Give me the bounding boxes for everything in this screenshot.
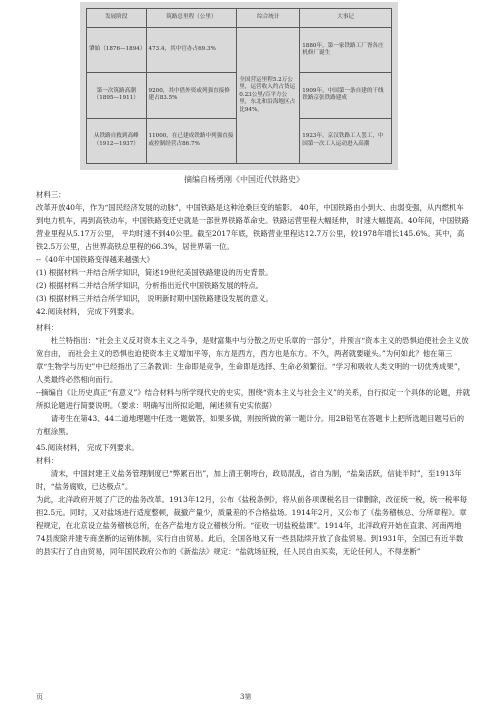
railway-history-table — [86, 8, 392, 164]
question-heading: 42.阅读材料， 完成下列要求。 — [36, 307, 139, 316]
table-cell: 11000，在已建成铁路中列强直接或控制经营占86.7% — [146, 118, 237, 163]
footer-left: 页 — [36, 693, 43, 701]
paragraph: 改革开放40年，作为“国民经济发展的动脉”，中国铁路是这种沧桑巨变的缩影。 40年，中国铁路由小到大、由弱变强，从内燃机车到电力机车，再到高铁动车，中国铁路变迁史就是一部世界铁路革命史。铁路运营里程大幅延伸， 时速大幅提高。40年间，中国铁路营业里程从5.17万公里， 平均时速不到40公里。截至2017年底，铁路营业里程达12.7万公里，较1978年增长145.6%。其中，高铁2.5万公里，占世界高铁总里程的66.3%，居世界第一位。 — [36, 203, 470, 251]
table-cell: 1909年，中国第一条自建的干线铁路京张铁路建成 — [300, 73, 392, 118]
paragraph: --摘编自《让历史真正“有意义”》结合材料与所学现代史的史实，围绕“资本主义与社会主义”的关系，自行拟定一个具体的论题，并就所拟论题进行简要说明。（要求：明确写出所拟论题，阐述须有史实依据） — [36, 388, 470, 410]
paragraph: 杜兰特指出：“社会主义反对资本主义之斗争，是财富集中与分散之历史乐章的一部分”，并预言“资本主义的恐惧迫使社会主义放宽自由， 而社会主义的恐惧也迫使资本主义增加平等，东方是西方，西方也是东方。不久，两者就要碰头。”为何如此？他在第三章“生物学与历史”中已经指出了三条教训：生命即是竞争，生命即是选择、生命必须繁衍。“学习和吸收人类文明的一切优秀成果”，人类最终必然相向而行。 — [36, 336, 469, 384]
table-cell: 1880年，第一家铁路工厂胥各庄机修厂诞生 — [300, 28, 392, 73]
table-cell: 全国营运里程5.2万公里，运营收入约占货运0.23公里/百平方公里，东北和沿海地区占比94%。 — [237, 28, 300, 164]
table-cell: 9200，其中借外资或列强直接修建占83.5% — [146, 73, 237, 118]
material-label: 材料三： — [36, 190, 66, 199]
question-item: (1) 根据材料一并结合所学知识，简述19世纪美国铁路建设的历史背景。 — [36, 268, 273, 277]
material-label: 材料： — [36, 323, 59, 332]
document-body — [36, 188, 470, 558]
source-line: --《40年中国铁路变得越来越强大》 — [36, 255, 154, 264]
table-caption: 摘编自杨勇刚《中国近代铁路史》 — [184, 175, 304, 184]
question-heading: 45.阅读材料， 完成下列要求。 — [36, 443, 139, 452]
paragraph: 为此，北洋政府开展了广泛的盐务改革。1913年12月，公布《盐税条例》，将从前各项课税名目一律删除，改征统一税，统一税率每担2.5元。同时，又对盐场进行适度整顿，裁撤产量少，质量差的不合格盐场。1914年2月，又公布了《盐务稽核总、分所章程》。章程规定，在北京设立盐务稽核总所，在各产盐地方设立稽核分所。“征收一切盐税盐课”。1914年，北洋政府开始在直隶、河南两地74县废除并建专商垄断的运销体制，实行自由贸易。此后，全国各地又有一些县陆续开放了食盐贸易。到1931年，全国已有近半数的县实行了自由贸易，同年国民政府公布的《新盐法》规定：“盐就场征税，任人民自由买卖，无论任何人，不得垄断” — [36, 495, 468, 556]
table-cell: 1923年，京汉铁路工人罢工，中国第一次工人运动进入高潮 — [300, 118, 392, 163]
table-row — [87, 28, 392, 73]
table-header: 发展阶段 — [87, 9, 147, 28]
table-cell: 从铁路自救到高峰（1912—1937） — [87, 118, 147, 163]
table-cell: 第一次筑路高潮（1895—1911） — [87, 73, 147, 118]
material-label: 材料： — [36, 456, 59, 465]
table-header: 筑路总里程（公里） — [146, 9, 237, 28]
table-cell: 473.4，其中官办占69.3% — [146, 28, 237, 73]
page-number: 3第 — [240, 693, 252, 701]
table-header: 综合统计 — [237, 9, 300, 28]
instruction-paragraph: 请考生在第43、44二道地理题中任选一题做答，如果多做，则按所做的第一题计分。用2B铅笔在答题卡上把所选题目题号后的方框涂黑。 — [36, 414, 465, 436]
question-item: (3) 根据材料三并结合所学知识， 说明新时期中国铁路建设发展的意义。 — [36, 294, 273, 303]
question-item: (2) 根据材料二并结合所学知识，分析指出近代中国铁路发展的特点。 — [36, 281, 264, 290]
table-cell: 肇始（1876—1894） — [87, 28, 147, 73]
table-header-row — [87, 9, 392, 28]
table-header: 大事记 — [300, 9, 392, 28]
paragraph: 清末，中国封建王义盐务管理制度已“弊累百出”，加上清王朝垮台，政局混乱，省自为制，“盐枭活跃，信徒半时”，至1913年时，“盐务腐败，已达极点”。 — [36, 469, 462, 491]
